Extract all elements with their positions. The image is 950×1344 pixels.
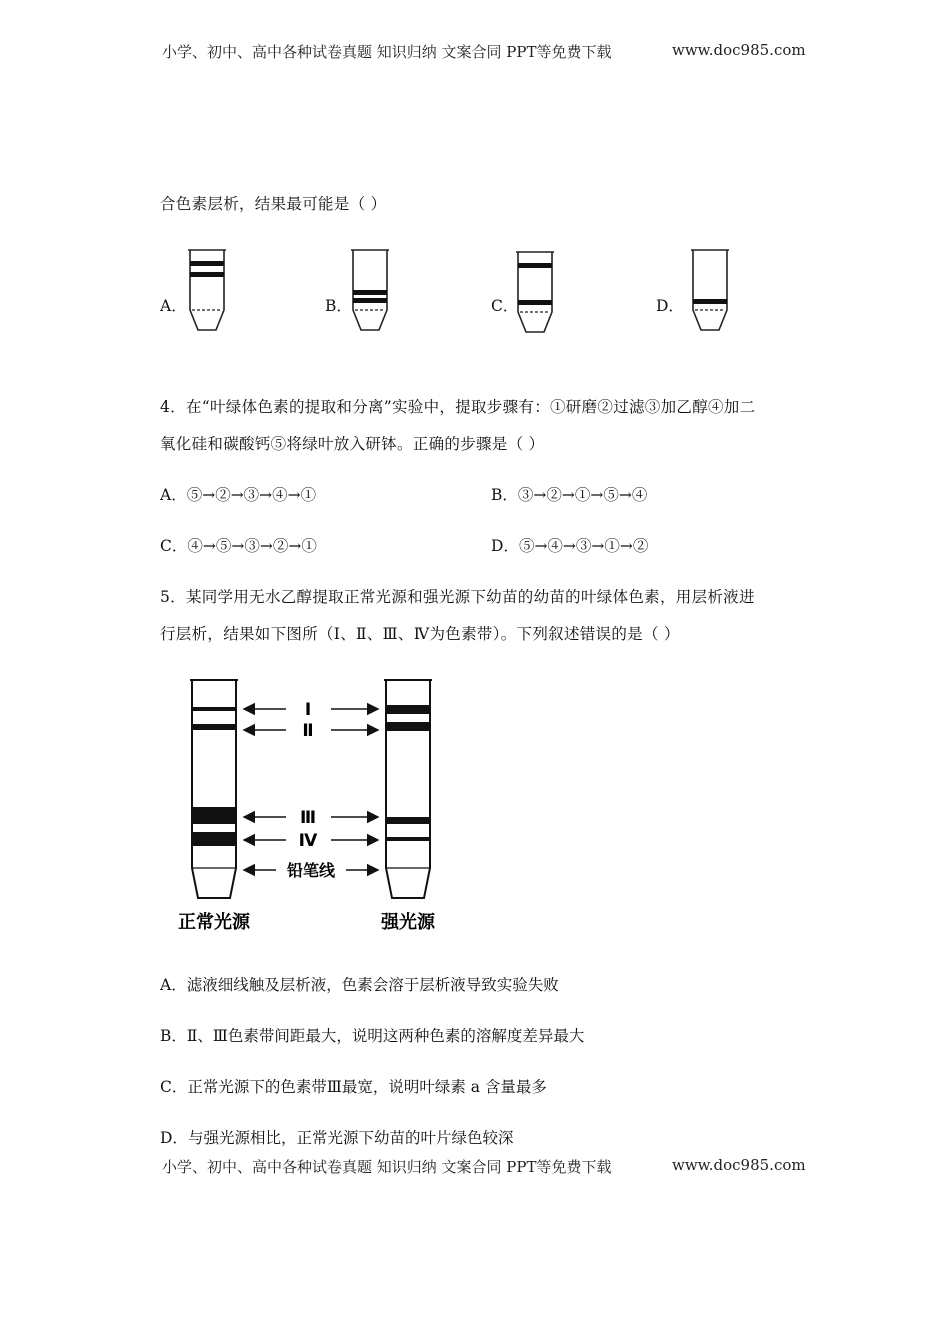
strong-band-2	[386, 722, 430, 731]
q5-option-b	[160, 1024, 584, 1046]
normal-band-3	[192, 807, 236, 824]
q4-option-a-text: ⑤→②→③→④→①	[186, 486, 317, 504]
footer-left-text: 小学、初中、高中各种试卷真题 知识归纳 文案合同 PPT等免费下载	[162, 1158, 612, 1176]
q5-option-b-label: B．	[160, 1027, 187, 1045]
q5-option-a	[160, 973, 559, 995]
q3-c-band-2	[518, 300, 552, 305]
q3-c-band-1	[518, 263, 552, 268]
q5-option-a-label: A．	[160, 976, 187, 994]
q3-option-d-label: D．	[656, 297, 684, 315]
strong-band-1	[386, 705, 430, 714]
strong-light-tube	[384, 680, 432, 898]
normal-light-caption: 正常光源	[178, 912, 250, 933]
q3-option-c-label: C．	[491, 297, 519, 315]
q3-text: 合色素层析，结果最可能是（ ）	[160, 195, 387, 213]
q3-tube-a	[186, 246, 230, 336]
strong-light-caption: 强光源	[381, 912, 435, 933]
q3-d-band-1	[693, 299, 727, 304]
q3-option-a-label: A．	[160, 297, 187, 315]
q4-stem-line2: 氧化硅和碳酸钙⑤将绿叶放入研钵。正确的步骤是（ ）	[160, 435, 545, 453]
band-label-4: Ⅳ	[298, 831, 318, 851]
q5-option-a-text: 滤液细线触及层析液，色素会溶于层析液导致实验失败	[186, 976, 559, 994]
q5-option-d	[160, 1126, 513, 1148]
band-label-3: Ⅲ	[299, 808, 317, 828]
q3-b-band-2	[353, 298, 387, 303]
q4-stem-line1: 4．在“叶绿体色素的提取和分离”实验中，提取步骤有：①研磨②过滤③加乙醇④加二	[160, 398, 756, 416]
q4-option-d-text: ⑤→④→③→①→②	[518, 537, 649, 555]
header-left-text: 小学、初中、高中各种试卷真题 知识归纳 文案合同 PPT等免费下载	[162, 43, 612, 61]
band-label-2: Ⅱ	[302, 721, 314, 741]
q3-b-band-1	[353, 290, 387, 295]
q3-option-b-label: B．	[325, 297, 352, 315]
q3-tube-c	[514, 248, 558, 338]
q4-option-b-text: ③→②→①→⑤→④	[517, 486, 648, 504]
q5-stem-line1: 5．某同学用无水乙醇提取正常光源和强光源下幼苗的幼苗的叶绿体色素，用层析液进	[160, 588, 755, 606]
q5-option-d-label: D．	[160, 1129, 188, 1147]
q3-tube-d	[689, 246, 733, 336]
q4-option-c-text: ④→⑤→③→②→①	[187, 537, 317, 555]
q5-option-c	[160, 1075, 547, 1097]
q4-option-d	[491, 534, 648, 556]
normal-light-tube	[190, 680, 238, 898]
q5-option-c-label: C．	[160, 1078, 188, 1096]
strong-band-4	[386, 837, 430, 841]
q5-stem-line2: 行层析，结果如下图所（Ⅰ、Ⅱ、Ⅲ、Ⅳ为色素带）。下列叙述错误的是（ ）	[160, 625, 680, 643]
q5-option-c-text: 正常光源下的色素带Ⅲ最宽，说明叶绿素 a 含量最多	[187, 1078, 547, 1096]
q4-option-a-label: A．	[160, 486, 187, 504]
q4-option-b-label: B．	[491, 486, 518, 504]
q4-option-c-label: C．	[160, 537, 188, 555]
strong-band-3	[386, 817, 430, 824]
q3-a-band-2	[190, 272, 224, 277]
header-url: www.doc985.com	[672, 41, 806, 59]
band-label-1: Ⅰ	[304, 700, 312, 720]
pencil-line-label: 铅笔线	[286, 861, 336, 880]
q4-option-a	[160, 483, 316, 505]
q3-a-band-1	[190, 261, 224, 266]
q5-option-b-text: Ⅱ、Ⅲ色素带间距最大，说明这两种色素的溶解度差异最大	[186, 1027, 585, 1045]
q3-tube-b	[349, 246, 393, 336]
q5-option-d-text: 与强光源相比，正常光源下幼苗的叶片绿色较深	[187, 1129, 514, 1147]
q4-option-b	[491, 483, 647, 505]
normal-band-1	[192, 707, 236, 711]
footer-url: www.doc985.com	[672, 1156, 806, 1174]
q5-chromatography-figure	[166, 672, 456, 940]
q4-option-d-label: D．	[491, 537, 519, 555]
normal-band-2	[192, 724, 236, 730]
normal-band-4	[192, 832, 236, 846]
q4-option-c	[160, 534, 317, 556]
